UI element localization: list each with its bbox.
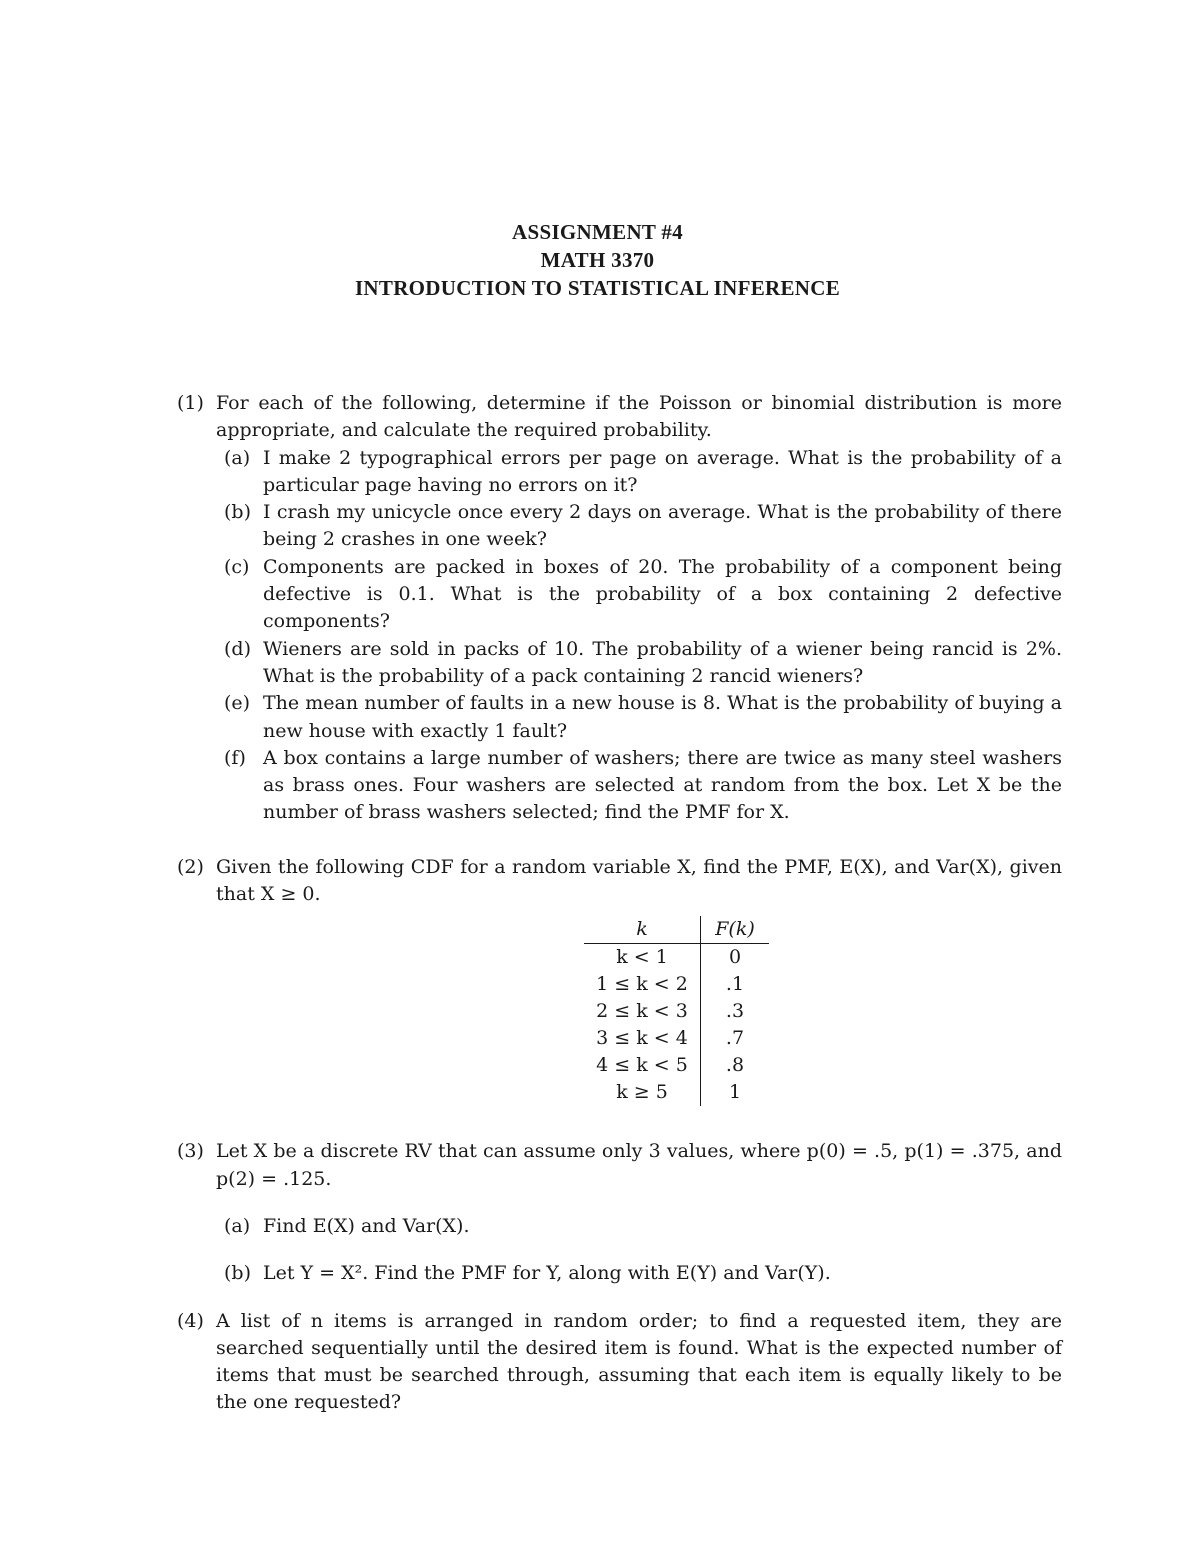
cdf-value-cell: 0 [728,946,742,969]
question-1 [177,390,1062,827]
part-label: (c) [224,555,250,578]
spacer [177,1288,1062,1308]
table-row [584,1025,769,1052]
course-code: MATH 3370 [540,248,655,272]
cdf-value-cell: .8 [725,1054,745,1077]
part-text: I make 2 typographical errors per page on average. What is the probability of a particular page having no errors on it? [263,446,1062,496]
part-text: Let Y = X². Find the PMF for Y, along with E(Y) and Var(Y). [263,1262,831,1285]
table-row [584,1079,769,1106]
cdf-table-container [216,908,1062,1138]
question-parts [216,445,1062,827]
cdf-value-cell: .1 [725,973,745,996]
question-part [177,1213,1062,1240]
question-part [177,636,1062,691]
spacer [216,1240,1062,1260]
document-body [177,390,1062,1417]
table-row [584,944,769,972]
question-3 [177,1138,1062,1287]
table-header-row [584,916,769,944]
document-header [0,218,1200,302]
cdf-table [584,916,769,1106]
part-label: (e) [224,692,251,715]
question-number: (2) [177,855,204,878]
part-text: Components are packed in boxes of 20. The probability of a component being defective is 0.1. What is the probability of a box containing 2 defective components? [263,555,1062,633]
question-part [177,499,1062,554]
question-2 [177,854,1062,1139]
question-text: A list of n items is arranged in random order; to find a requested item, they are searched sequentially until the desired item is found. What is the expected number of items that must be searched through, assuming that each item is equally likely to be the one requested? [216,1309,1062,1414]
question-text: For each of the following, determine if the Poisson or binomial distribution is more appropriate, and calculate the required probability. [216,392,1062,442]
column-header-k: k [584,916,701,944]
k-range-cell: 4 ≤ k < 5 [584,1052,701,1079]
question-number: (1) [177,392,204,414]
k-range-cell: 3 ≤ k < 4 [584,1025,701,1052]
question-text: Given the following CDF for a random variable X, find the PMF, E(X), and Var(X), given that X ≥ 0. [216,855,1062,906]
part-label: (a) [224,1214,251,1237]
part-label: (f) [224,746,246,769]
assignment-title: ASSIGNMENT #4 [512,220,683,244]
part-text: Find E(X) and Var(X). [263,1214,470,1237]
table-row [584,998,769,1025]
k-range-cell: k ≥ 5 [584,1079,701,1106]
cdf-value-cell: .7 [725,1027,745,1050]
k-range-cell: 1 ≤ k < 2 [584,971,701,998]
question-part [177,445,1062,500]
k-range-cell: 2 ≤ k < 3 [584,998,701,1025]
part-label: (a) [224,446,251,469]
table-row [584,971,769,998]
cdf-value-cell: .3 [725,1000,745,1023]
part-text: The mean number of faults in a new house is 8. What is the probability of buying a new house with exactly 1 fault? [263,692,1062,742]
column-header-fk: F(k) [701,916,770,944]
part-label: (b) [224,1262,251,1285]
question-part [177,745,1062,827]
question-text: Let X be a discrete RV that can assume only 3 values, where p(0) = .5, p(1) = .375, and p(2) = .125. [216,1140,1062,1190]
course-title: INTRODUCTION TO STATISTICAL INFERENCE [354,276,841,300]
spacer [177,827,1062,854]
spacer [216,1193,1062,1213]
question-number: (4) [177,1309,204,1332]
part-text: A box contains a large number of washers; there are twice as many steel washers as brass ones. Four washers are selected at random from the box. Let X be the number of brass washers selected; find the PMF for X. [263,746,1062,824]
question-number: (3) [177,1140,204,1163]
question-part [177,1260,1062,1287]
question-part [177,690,1062,745]
k-range-cell: k < 1 [584,944,701,972]
part-label: (d) [224,637,251,660]
part-text: I crash my unicycle once every 2 days on average. What is the probability of there being 2 crashes in one week? [263,501,1062,551]
part-label: (b) [224,501,251,524]
table-row [584,1052,769,1079]
cdf-value-cell: 1 [728,1081,742,1104]
part-text: Wieners are sold in packs of 10. The probability of a wiener being rancid is 2%. What is the probability of a pack containing 2 rancid wieners? [263,637,1062,687]
question-part [177,554,1062,636]
question-4 [177,1308,1062,1417]
